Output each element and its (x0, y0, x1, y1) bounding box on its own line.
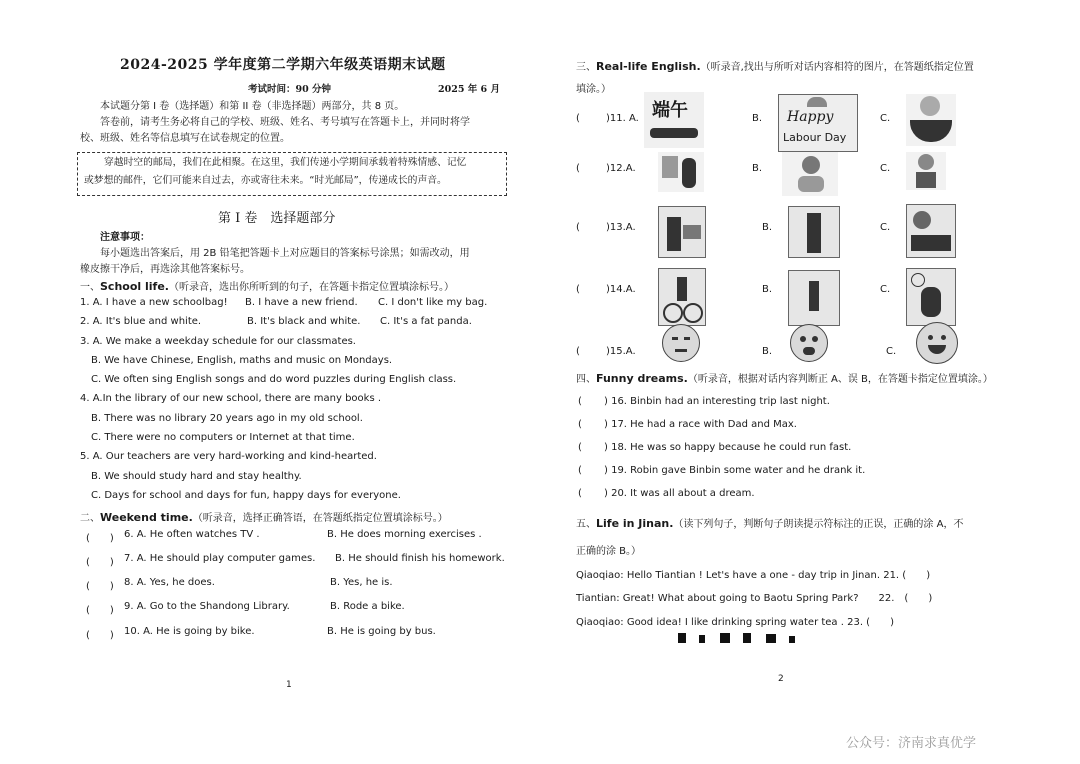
notes-title: 注意事项： (100, 232, 150, 243)
section-2-number: 二、 (80, 513, 100, 524)
q13-option-c: C. (880, 222, 891, 233)
q6-answer-bracket: ( ) (86, 533, 114, 544)
q15-option-b: B. (762, 346, 773, 357)
q15-answer-bracket-open: ( (576, 346, 580, 357)
q12-option-b: B. (752, 163, 763, 174)
q16-statement: ) 16. Binbin had an interesting trip last night. (604, 396, 830, 407)
q6-option-b: B. He does morning exercises . (327, 529, 482, 540)
q4-option-c: C. There were no computers or Internet at that time. (91, 432, 355, 443)
dialogue-line-23: Qiaoqiao: Good idea! I like drinking spring water tea . 23. ( ) (576, 617, 894, 628)
section-5-number: 五、 (576, 519, 596, 530)
q12-picture-b-girl-singing (782, 152, 838, 196)
dialogue-line-21: Qiaoqiao: Hello Tiantian ! Let's have a one - day trip in Jinan. 21. ( ) (576, 570, 931, 581)
q20-statement: ) 20. It was all about a dream. (604, 488, 755, 499)
q2-option-c: C. It's a fat panda. (380, 316, 472, 327)
section-3-instruction-1: （听录音,找出与所听对话内容相符的图片，在答题纸指定位置 (700, 62, 974, 73)
q12-answer-bracket-open: ( (576, 163, 580, 174)
dragon-boat-text: 端午 (652, 100, 688, 121)
section-3-number: 三、 (576, 62, 596, 73)
q10-option-a: 10. A. He is going by bike. (124, 626, 255, 637)
person-icon (667, 217, 681, 251)
q12-picture-a-teacher (658, 152, 704, 192)
exam-time: 考试时间：90 分钟 (248, 84, 332, 95)
section-2-instruction: （听录音，选择正确答语，在答题纸指定位置填涂标号。） (192, 513, 448, 524)
notice-line-2: 或梦想的邮件，它们可能来自过去，亦或寄往未来。“时光邮局”，传递成长的声音。 (84, 175, 447, 186)
q11-picture-b-labour-day (778, 94, 858, 152)
q5-option-c: C. Days for school and days for fun, happy days for everyone. (91, 490, 401, 501)
wheel-icon (663, 303, 683, 323)
eye-icon (684, 337, 690, 340)
part-title: 第 I 卷 选择题部分 (218, 211, 336, 226)
notice-box (77, 152, 507, 196)
q5-option-a: 5. A. Our teachers are very hard-working and kind-hearted. (80, 451, 377, 462)
q11-option-b: B. (752, 113, 763, 124)
q20-answer-bracket-open: ( (578, 488, 582, 499)
q13-picture-c-computer (906, 204, 956, 258)
girl-body-icon (798, 176, 824, 192)
q7-option-b: B. He should finish his homework. (335, 553, 505, 564)
section-2-name: Weekend time. (100, 511, 193, 524)
eye-icon (800, 336, 806, 342)
intro-line-3: 校、班级、姓名等信息填写在试卷规定的位置。 (80, 133, 290, 144)
q9-option-a: 9. A. Go to the Shandong Library. (124, 601, 290, 612)
q19-answer-bracket-open: ( (578, 465, 582, 476)
q12-option-c: C. (880, 163, 891, 174)
mouth-icon (928, 345, 946, 354)
q4-option-a: 4. A.In the library of our new school, there are many books . (80, 393, 382, 404)
q2-option-a: 2. A. It's blue and white. (80, 316, 202, 327)
q13-option-b: B. (762, 222, 773, 233)
q13-picture-b-man-standing (788, 206, 840, 258)
section-3-header (576, 58, 974, 73)
dragon-boat-icon (650, 128, 698, 138)
eye-icon (941, 335, 946, 340)
q11-option-c: C. (880, 113, 891, 124)
section-3-instruction-2: 填涂。） (576, 84, 611, 95)
section-5-instruction-2: 正确的涂 B。） (576, 546, 642, 557)
q15-option-c: C. (886, 346, 897, 357)
racket-icon (911, 273, 925, 287)
q15-picture-a-angry-face (662, 324, 700, 362)
eye-icon (812, 336, 818, 342)
q18-answer-bracket-open: ( (578, 442, 582, 453)
notes-line-1: 每小题选出答案后，用 2B 铅笔把答题卡上对应题目的答案标号涂黑；如需改动，用 (100, 248, 470, 259)
q14-option-c: C. (880, 284, 891, 295)
q14-label: )14.A. (606, 284, 636, 295)
q2-option-b: B. It's black and white. (247, 316, 361, 327)
page-number-2: 2 (778, 674, 784, 684)
q11-answer-bracket-open: ( (576, 113, 580, 124)
q15-picture-b-scared-face (790, 324, 828, 362)
dialogue-line-22: Tiantian: Great! What about going to Baotu Spring Park? 22. ( ) (576, 593, 933, 604)
q15-picture-c-happy-face (916, 322, 958, 364)
q10-option-b: B. He is going by bus. (327, 626, 436, 637)
watermark-text: 公众号：济南求真优学 (846, 736, 977, 751)
redacted-marks (678, 628, 795, 647)
q9-answer-bracket: ( ) (86, 605, 114, 616)
section-4-name: Funny dreams. (596, 372, 688, 385)
man-icon (807, 213, 821, 253)
q10-answer-bracket: ( ) (86, 630, 114, 641)
q15-label: )15.A. (606, 346, 636, 357)
wheel-icon-2 (683, 303, 703, 323)
q7-option-a: 7. A. He should play computer games. (124, 553, 316, 564)
section-2-header (80, 509, 448, 524)
q13-picture-a-reading (658, 206, 706, 258)
section-5-header (576, 515, 963, 530)
eye-icon (928, 335, 933, 340)
section-3-name: Real-life English. (596, 60, 701, 73)
happy-text: Happy (787, 109, 834, 125)
q12-label: )12.A. (606, 163, 636, 174)
q16-answer-bracket-open: ( (578, 396, 582, 407)
q12-picture-c-cook (906, 152, 946, 190)
person-head-icon (913, 211, 931, 229)
q14-picture-b-running (788, 270, 840, 326)
q11-picture-a-dragon-boat (644, 92, 704, 148)
q14-option-b: B. (762, 284, 773, 295)
q11-label: )11. A. (606, 113, 639, 124)
rider-icon (677, 277, 687, 301)
q1-option-a: 1. A. I have a new schoolbag! (80, 297, 228, 308)
book-icon (683, 225, 701, 239)
person-icon (682, 158, 696, 188)
right-page (540, 0, 1080, 764)
exam-date: 2025 年 6 月 (438, 84, 500, 95)
notice-line-1: 穿越时空的邮局，我们在此相聚。在这里，我们传递小学期间承载着特殊情感、记忆 (104, 157, 467, 168)
board-icon (662, 156, 678, 178)
runner-icon (809, 281, 819, 311)
cook-head-icon (918, 154, 934, 170)
q3-option-b: B. We have Chinese, English, maths and music on Mondays. (91, 355, 393, 366)
exam-title: 2024-2025 学年度第二学期六年级英语期末试题 (120, 57, 446, 73)
q4-option-b: B. There was no library 20 years ago in my old school. (91, 413, 363, 424)
bowl-icon (910, 120, 952, 142)
q3-option-c: C. We often sing English songs and do word puzzles during English class. (91, 374, 457, 385)
q6-option-a: 6. A. He often watches TV . (124, 529, 260, 540)
q8-option-a: 8. A. Yes, he does. (124, 577, 215, 588)
eye-icon (672, 337, 678, 340)
intro-line-1: 本试题分第 I 卷（选择题）和第 II 卷（非选择题）两部分，共 8 页。 (100, 101, 405, 112)
q19-statement: ) 19. Robin gave Binbin some water and he drank it. (604, 465, 866, 476)
q5-option-b: B. We should study hard and stay healthy. (91, 471, 302, 482)
q13-label: )13.A. (606, 222, 636, 233)
q13-answer-bracket-open: ( (576, 222, 580, 233)
section-4-header (576, 370, 993, 385)
q18-statement: ) 18. He was so happy because he could run fast. (604, 442, 852, 453)
mouth-icon (803, 347, 815, 355)
q3-option-a: 3. A. We make a weekday schedule for our classmates. (80, 336, 356, 347)
desk-icon (911, 235, 951, 251)
intro-line-2: 答卷前，请考生务必将自己的学校、班级、姓名、考号填写在答题卡上，并同时将学 (100, 117, 470, 128)
q17-answer-bracket-open: ( (578, 419, 582, 430)
q17-statement: ) 17. He had a race with Dad and Max. (604, 419, 797, 430)
q14-answer-bracket-open: ( (576, 284, 580, 295)
q14-picture-a-cycling (658, 268, 706, 326)
section-1-instruction: （听录音，选出你所听到的句子，在答题卡指定位置填涂标号。） (168, 282, 454, 293)
notes-line-2: 橡皮擦干净后，再选涂其他答案标号。 (80, 264, 250, 275)
q1-option-b: B. I have a new friend. (245, 297, 358, 308)
q8-option-b: B. Yes, he is. (330, 577, 393, 588)
section-4-instruction: （听录音，根据对话内容判断正 A、误 B，在答题卡指定位置填涂。） (687, 374, 993, 385)
mouth-icon (675, 349, 687, 352)
section-4-number: 四、 (576, 374, 596, 385)
chef-icon (920, 96, 940, 116)
section-1-name: School life. (100, 280, 169, 293)
section-1-header (80, 278, 454, 293)
q9-option-b: B. Rode a bike. (330, 601, 405, 612)
q1-option-c: C. I don't like my bag. (378, 297, 488, 308)
section-5-name: Life in Jinan. (596, 517, 674, 530)
section-1-number: 一、 (80, 282, 100, 293)
section-5-instruction-1: （读下列句子，判断句子朗读提示符标注的正误，正确的涂 A，不 (673, 519, 964, 530)
player-icon (921, 287, 941, 317)
page-number-1: 1 (286, 680, 292, 690)
girl-head-icon (802, 156, 820, 174)
q14-picture-c-badminton (906, 268, 956, 326)
q8-answer-bracket: ( ) (86, 581, 114, 592)
labour-day-text: Labour Day (783, 131, 847, 144)
hard-hat-icon (807, 97, 827, 107)
q11-picture-c-food (906, 94, 956, 146)
cook-body-icon (916, 172, 936, 188)
q7-answer-bracket: ( ) (86, 557, 114, 568)
